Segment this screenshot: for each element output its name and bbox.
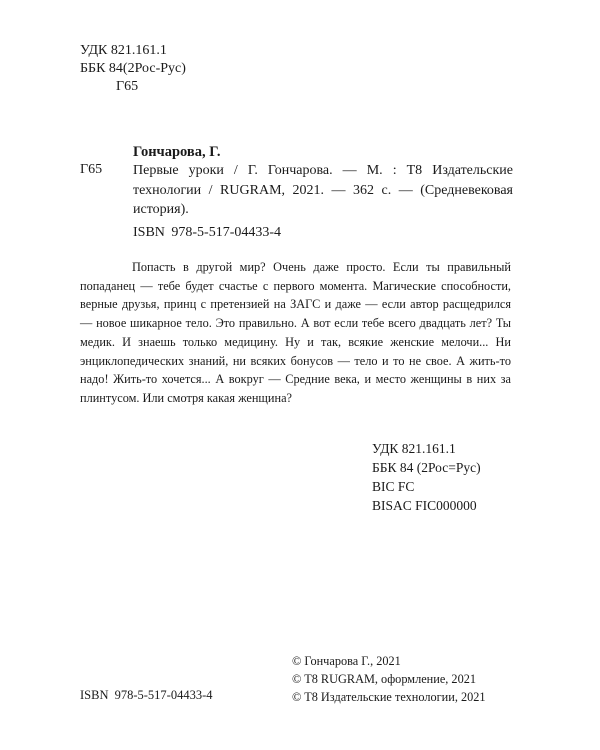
copyright-line: © Гончарова Г., 2021 xyxy=(292,654,401,668)
right-classification-block xyxy=(372,439,481,515)
annotation-text: Попасть в другой мир? Очень даже просто. Если ты правильный попаданец — тебе будет счастье с первого момента. Магические способности, верные друзья, принц с претензией на ЗАГС и даже — если автор расщедрился — новое шикарное тело. Это правильно. А вот если тебе всего двадцать лет? Ты медик. И знаешь только медицину. Ну и так, всякие женские мелочи... Ни энциклопедических знаний, ни всяких бонусов — тело и то не свое. А жить-то надо! Жить-то хочется... А вокруг — Средние века, и место женщины в них за плинтусом. Или смотря какая женщина? xyxy=(80,260,511,405)
catalog-author: Гончарова, Г. xyxy=(133,144,221,160)
footer-isbn: ISBN 978-5-517-04433-4 xyxy=(80,688,213,702)
udk-code: УДК 821.161.1 xyxy=(80,43,167,58)
copyright-line: © T8 RUGRAM, оформление, 2021 xyxy=(292,671,477,686)
catalog-description: Первые уроки / Г. Гончарова. — М. : Т8 Издательские технологии / RUGRAM, 2021. — 362 с. — (Средневековая история). xyxy=(133,163,513,217)
annotation-block xyxy=(80,258,511,408)
top-classification-block xyxy=(80,42,186,96)
catalog-isbn: ISBN 978-5-517-04433-4 xyxy=(133,225,282,240)
bic-code: BIC FC xyxy=(372,479,415,494)
bisac-code: BISAC FIC000000 xyxy=(372,498,477,513)
author-sign-code: Г65 xyxy=(116,79,139,94)
copyright-block xyxy=(292,653,486,706)
copyright-line: © T8 Издательские технологии, 2021 xyxy=(292,689,486,704)
bbk-code-right: ББК 84 (2Рос=Рус) xyxy=(372,460,481,475)
udk-code-right: УДК 821.161.1 xyxy=(372,441,456,456)
bbk-code: ББК 84(2Рос-Рус) xyxy=(80,61,186,76)
catalog-author-sign: Г65 xyxy=(80,162,103,177)
